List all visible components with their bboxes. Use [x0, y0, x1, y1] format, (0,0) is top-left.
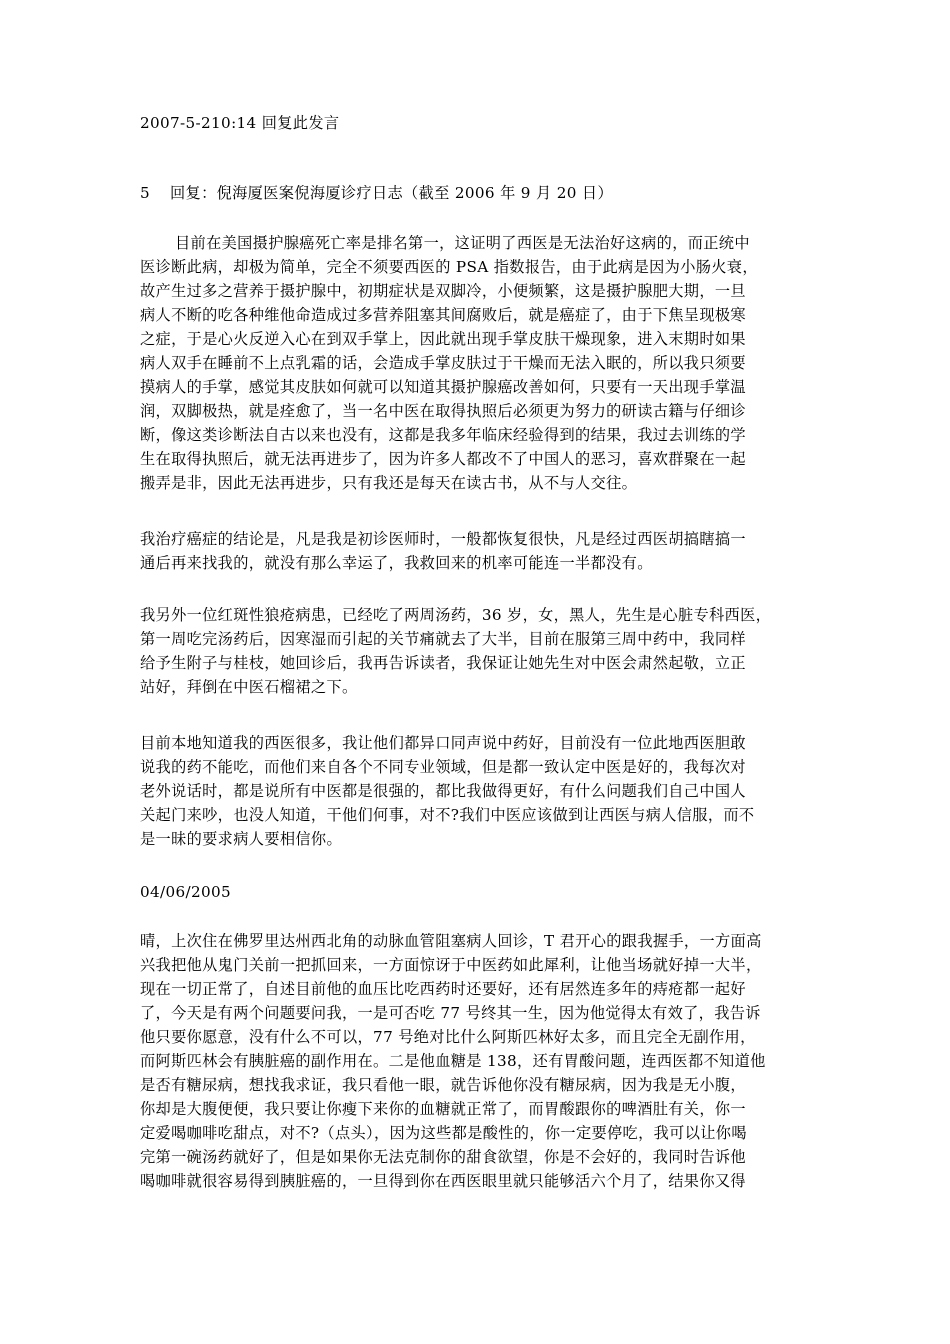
para5-line: 晴，上次住在佛罗里达州西北角的动脉血管阻塞病人回诊，T 君开心的跟我握手，一方面高 — [140, 932, 762, 950]
para3-line: 我另外一位红斑性狼疮病患，已经吃了两周汤药，36 岁，女，黑人，先生是心脏专科西医， — [140, 606, 772, 624]
para4-line: 是一昧的要求病人要相信你。 — [140, 830, 342, 848]
para1-line: 医诊断此病，却极为简单，完全不须要西医的 PSA 指数报告，由于此病是因为小肠火衰， — [140, 258, 758, 276]
para1-line: 生在取得执照后，就无法再进步了，因为许多人都改不了中国人的恶习，喜欢群聚在一起 — [140, 450, 746, 468]
para4-line: 目前本地知道我的西医很多，我让他们都异口同声说中药好，目前没有一位此地西医胆敢 — [140, 734, 746, 752]
para5-line: 了，今天是有两个问题要问我，一是可否吃 77 号终其一生，因为他觉得太有效了，我告诉 — [140, 1004, 761, 1022]
para1-line: 摸病人的手掌，感觉其皮肤如何就可以知道其摄护腺癌改善如何，只要有一天出现手掌温 — [140, 378, 746, 396]
entry-date: 04/06/2005 — [140, 883, 232, 901]
post-number: 5 — [140, 184, 151, 202]
para1-line: 目前在美国摄护腺癌死亡率是排名第一，这证明了西医是无法治好这病的，而正统中 — [175, 234, 750, 252]
para5-line: 完第一碗汤药就好了，但是如果你无法克制你的甜食欲望，你是不会好的，我同时告诉他 — [140, 1148, 746, 1166]
para5-line: 他只要你愿意，没有什么不可以，77 号绝对比什么阿斯匹林好太多，而且完全无副作用， — [140, 1028, 756, 1046]
para3-line: 站好，拜倒在中医石榴裙之下。 — [140, 678, 358, 696]
para5-line: 是否有糖尿病，想找我求证，我只看他一眼，就告诉他你没有糖尿病，因为我是无小腹， — [140, 1076, 746, 1094]
para1-line: 病人双手在睡前不上点乳霜的话，会造成手掌皮肤过于干燥而无法入眠的，所以我只须要 — [140, 354, 746, 372]
para1-line: 润，双脚极热，就是痊愈了，当一名中医在取得执照后必须更为努力的研读古籍与仔细诊 — [140, 402, 746, 420]
post-timestamp-line: 2007-5-210:14 回复此发言 — [140, 114, 340, 132]
para3-line: 第一周吃完汤药后，因寒湿而引起的关节痛就去了大半，目前在服第三周中药中，我同样 — [140, 630, 746, 648]
para5-line: 兴我把他从鬼门关前一把抓回来，一方面惊讶于中医药如此犀利，让他当场就好掉一大半， — [140, 956, 762, 974]
para1-line: 之症，于是心火反逆入心在到双手掌上，因此就出现手掌皮肤干燥现象，进入末期时如果 — [140, 330, 746, 348]
para5-line: 定爱喝咖啡吃甜点，对不?（点头），因为这些都是酸性的，你一定要停吃，我可以让你喝 — [140, 1124, 747, 1142]
para3-line: 给予生附子与桂枝，她回诊后，我再告诉读者，我保证让她先生对中医会肃然起敬，立正 — [140, 654, 746, 672]
para4-line: 说我的药不能吃，而他们来自各个不同专业领域，但是都一致认定中医是好的，我每次对 — [140, 758, 746, 776]
para5-line: 你却是大腹便便，我只要让你瘦下来你的血糖就正常了，而胃酸跟你的啤酒肚有关，你一 — [140, 1100, 746, 1118]
post-heading — [140, 183, 613, 203]
para1-line: 断，像这类诊断法自古以来也没有，这都是我多年临床经验得到的结果，我过去训练的学 — [140, 426, 746, 444]
para4-line: 老外说话时，都是说所有中医都是很强的，都比我做得更好，有什么问题我们自己中国人 — [140, 782, 746, 800]
para5-line: 喝咖啡就很容易得到胰脏癌的，一旦得到你在西医眼里就只能够活六个月了，结果你又得 — [140, 1172, 746, 1190]
para1-line: 搬弄是非，因此无法再进步，只有我还是每天在读古书，从不与人交往。 — [140, 474, 638, 492]
para1-line: 病人不断的吃各种维他命造成过多营养阻塞其间腐败后，就是癌症了，由于下焦呈现极寒 — [140, 306, 746, 324]
post-title: 回复：倪海厦医案倪海厦诊疗日志（截至 2006 年 9 月 20 日） — [170, 184, 613, 202]
para1-line: 故产生过多之营养于摄护腺中，初期症状是双脚冷，小便频繁，这是摄护腺肥大期，一旦 — [140, 282, 746, 300]
para4-line: 关起门来吵，也没人知道，干他们何事，对不?我们中医应该做到让西医与病人信服，而不 — [140, 806, 755, 824]
para2-line: 我治疗癌症的结论是，凡是我是初诊医师时，一般都恢复很快，凡是经过西医胡搞瞎搞一 — [140, 530, 746, 548]
para5-line: 而阿斯匹林会有胰脏癌的副作用在。二是他血糖是 138，还有胃酸问题，连西医都不知道他 — [140, 1052, 766, 1070]
para2-line: 通后再来找我的，就没有那么幸运了，我救回来的机率可能连一半都没有。 — [140, 554, 653, 572]
para5-line: 现在一切正常了，自述目前他的血压比吃西药时还要好，还有居然连多年的痔疮都一起好 — [140, 980, 746, 998]
